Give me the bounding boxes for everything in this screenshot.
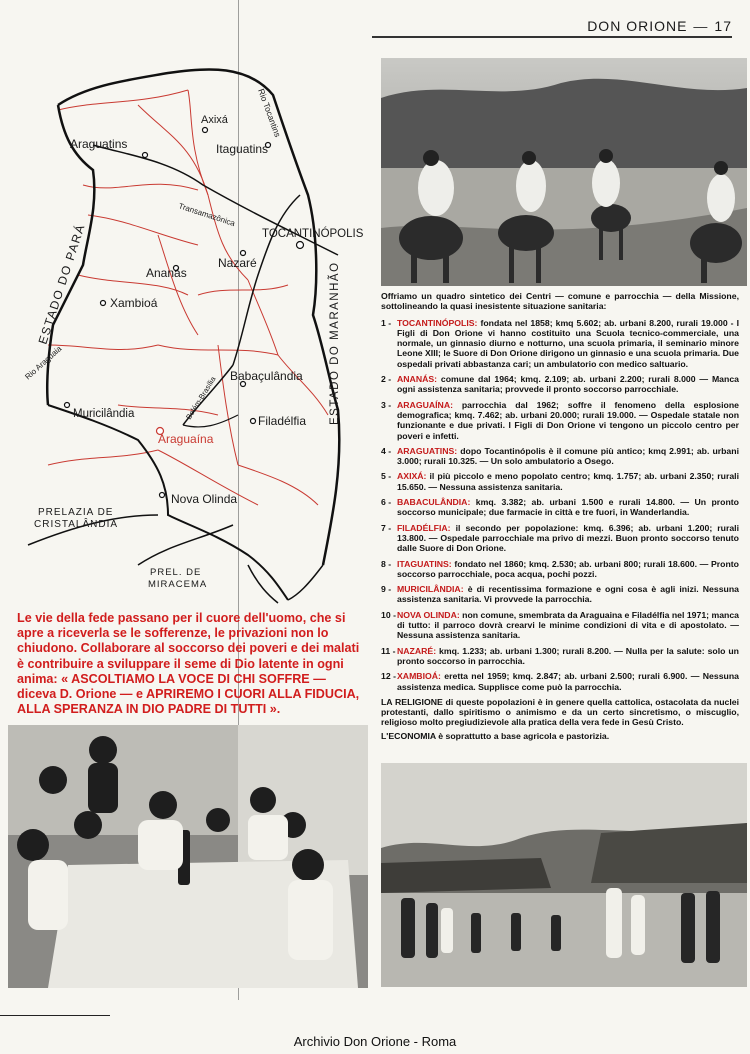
label-nazare: Nazaré <box>218 256 257 270</box>
center-entry <box>381 374 739 395</box>
entry-text <box>397 523 739 554</box>
entry-number: 5 - <box>381 471 392 482</box>
page-number: 17 <box>714 18 732 34</box>
entry-center-name: NOVA OLINDA: <box>397 609 460 620</box>
label-nova-olinda: Nova Olinda <box>171 492 238 506</box>
entry-center-name: ITAGUATINS: <box>397 558 452 569</box>
entry-number: 10 - <box>381 609 396 620</box>
label-transamazonica: Transamazônica <box>177 201 237 229</box>
center-entry <box>381 610 739 641</box>
entry-description: dopo Tocantinópolis è il comune più antico; kmq 2.991; ab. urbani 3.000; rurali 10.325. — Un solo ambulatorio a Osego. <box>397 445 739 467</box>
economy-paragraph <box>381 731 739 741</box>
centers-list <box>381 318 739 692</box>
center-entry <box>381 671 739 692</box>
entry-center-name: BABACULÂNDIA: <box>397 497 471 508</box>
entry-number: 4 - <box>381 445 392 456</box>
label-muricilandia: Muricilândia <box>73 408 135 420</box>
town-marker-tocantinopolis <box>297 242 304 249</box>
center-entry <box>381 446 739 467</box>
page-header <box>372 18 732 38</box>
town-marker-muricilandia <box>65 403 70 408</box>
label-rio-araguaia: Rio Araguaia <box>23 344 64 382</box>
religion-lead: LA RELIGIONE <box>381 696 443 707</box>
footer-rule <box>0 1015 110 1016</box>
entry-description: comune dal 1964; kmq. 2.109; ab. urbani 2.200; rurali 8.000 — Manca ogni assistenza sanitaria; provvede il pronto soccorso parrocchiale. <box>397 374 739 395</box>
town-marker-filadelfia <box>251 419 256 424</box>
photo-village-gathering <box>381 763 747 987</box>
entry-description: fondata nel 1858; kmq 5.602; ab. urbani 8.200, rurali 19.000 - I Figli di Don Orione vi hanno costituito una Scuola tecnico-commerciale, una normale, un ginnasio diurno e notturno, una scuola primaria, il seminario minore Leone XIII; le Suore di Don Orione dirigono un ginnasio e una scuola primaria. Due ospedali privati abbastanza cari; un ambulatorio con medico saltuario. <box>397 317 739 369</box>
entry-description: il secondo per popolazione: kmq. 6.396; ab. urbani 1.200; rurali 13.800. — Ospedale parrocchiale ma privo di mezzi. Buon pronto soccorso tenuto dalle Suore di Don Orione. <box>397 522 739 554</box>
label-estado-para: ESTADO DO PARÁ <box>35 221 88 346</box>
label-prel-line2: MIRACEMA <box>148 579 208 590</box>
entry-description: non comune, smembrata da Araguaina e Filadélfia nel 1971; manca di tutto: il parroco dovrà crearvi le minime condizioni di vita e di apostolato. — Nessuna assistenza sanitaria. <box>397 609 739 641</box>
label-belem-brasilia: Belém-Brasília <box>184 374 218 422</box>
entry-text <box>397 374 739 395</box>
entry-description: fondato nel 1860; kmq. 2.530; ab. urbani 800; rurali 18.600. — Pronto soccorso parrocchiale, poca acqua, pochi pozzi. <box>397 558 739 579</box>
entry-description: kmq. 1.233; ab. urbani 1.300; rurali 8.200. — Nulla per la salute: solo un pronto soccorso in parrocchia. <box>397 645 739 666</box>
entry-center-name: FILADÉLFIA: <box>397 522 451 533</box>
town-marker-araguatins <box>143 153 148 158</box>
entry-description: parrocchia dal 1962; soffre il fenomeno della esplosione demografica; kmq. 7.462; ab. urbani 20.000; rurali 19.000. — Ospedale statale non funzionante e due privati. I Figli di Don Orione vi tengono un piccolo centro per poveri e infetti. <box>397 399 739 441</box>
photo-nuns-on-horseback <box>381 58 747 286</box>
entry-description: è di recentissima formazione e ogni cosa è agli inizi. Nessuna assistenza sanitaria. Vi provvede la parrocchia. <box>397 584 739 605</box>
entry-text <box>397 471 739 492</box>
red-caption: Le vie della fede passano per il cuore dell'uomo, che si apre a riceverla se le sofferenze, le privazioni non lo chiudono. Collaborare al soccorso dei poveri e dei malati è contribuire a sviluppare il seme di Dio latente in ogni anima: « ASCOLTIAMO LA VOCE DI CHI SOFFRE — diceva D. Orione — e APRIREMO I CUORI ALLA FIDUCIA, ALLA SPERANZA IN DIO PADRE DI TUTTI ». <box>17 611 360 717</box>
entry-number: 3 - <box>381 399 392 410</box>
entry-description: eretta nel 1959; kmq. 2.847; ab. urbani 2.500; rurali 6.900. — Nessuna assistenza medica. Supplisce come può la parrocchia. <box>397 671 739 692</box>
label-tocantinopolis: TOCANTINÓPOLIS <box>262 228 364 240</box>
entry-center-name: ARAGUATINS: <box>397 445 458 456</box>
entry-text <box>397 446 739 467</box>
entry-center-name: ANANÁS: <box>397 374 438 385</box>
entry-text <box>397 671 739 692</box>
label-ananas: Ananás <box>146 266 187 280</box>
entry-number: 9 - <box>381 584 392 595</box>
label-babaculandia: Babaçulândia <box>230 369 303 383</box>
center-entry <box>381 523 739 554</box>
entry-number: 6 - <box>381 497 392 508</box>
entry-number: 11 - <box>381 645 396 656</box>
entry-center-name: XAMBIOÁ: <box>397 671 441 682</box>
entry-text <box>397 559 739 580</box>
label-itaguatins: Itaguatins <box>216 142 269 156</box>
town-marker-nova-olinda <box>160 493 165 498</box>
header-title: DON ORIONE <box>587 18 688 34</box>
label-axixa: Axixá <box>201 114 228 126</box>
town-marker-axixa <box>203 128 208 133</box>
label-prelazia-line1: PRELAZIA DE <box>38 507 114 518</box>
entry-description: il più piccolo e meno popolato centro; kmq. 1.757; ab. urbani 2.350; rurali 15.650. — Nessuna assistenza sanitaria. <box>397 471 739 492</box>
center-entry <box>381 400 739 441</box>
label-xambioa: Xambioá <box>110 296 158 310</box>
entry-text <box>397 610 739 641</box>
town-marker-xambioa <box>101 301 106 306</box>
label-araguatins: Araguatins <box>70 137 128 151</box>
entry-center-name: AXIXÁ: <box>397 471 427 482</box>
label-prel-line1: PREL. DE <box>150 567 202 578</box>
entry-text <box>397 584 739 605</box>
entry-center-name: TOCANTINÓPOLIS: <box>397 317 478 328</box>
entry-number: 2 - <box>381 374 392 385</box>
label-araguaina: Araguaína <box>158 432 214 446</box>
entry-text <box>397 318 739 369</box>
intro-paragraph: Offriamo un quadro sintetico dei Centri — comune e parrocchia — della Missione, sottolineando la quasi inesistente situazione sanitaria: <box>381 291 739 312</box>
archive-footer: Archivio Don Orione - Roma <box>293 1034 457 1049</box>
entry-description: kmq. 3.382; ab. urbani 1.500 e rurali 14.800. — Un pronto soccorso municipale; due farmacie in città e tre fuori, in Wanderlandia. <box>397 497 739 518</box>
entry-number: 8 - <box>381 558 392 569</box>
religion-paragraph <box>381 697 739 728</box>
entry-center-name: MURICILÂNDIA: <box>397 584 464 595</box>
mission-centers-text <box>381 291 739 744</box>
entry-number: 1 - <box>381 317 392 328</box>
label-estado-maranhao: ESTADO DO MARANHÃO <box>329 261 341 425</box>
entry-text <box>397 497 739 518</box>
header-separator: — <box>693 18 709 34</box>
entry-text <box>397 400 739 441</box>
center-entry <box>381 559 739 580</box>
economy-lead: L'ECONOMIA <box>381 730 436 741</box>
label-rio-tocantins: Rio Tocantins <box>256 87 283 139</box>
religion-text: di queste popolazioni è in genere quella cattolica, ostacolata da nuclei protestanti, dallo spiritismo o animismo e da un certo sincretismo, o miscuglio, religioso molto pregiudizievole alla pratica della vera fede in Gesù Cristo. <box>381 696 739 728</box>
entry-center-name: NAZARÉ: <box>397 645 437 656</box>
mission-map <box>18 45 368 605</box>
center-entry <box>381 471 739 492</box>
label-prelazia-line2: CRISTALÂNDIA <box>34 519 119 530</box>
entry-text <box>397 646 739 667</box>
entry-number: 12 - <box>381 671 396 682</box>
center-entry <box>381 318 739 369</box>
center-entry <box>381 584 739 605</box>
town-marker-nazare <box>241 251 246 256</box>
label-filadelfia: Filadélfia <box>258 414 307 428</box>
center-entry <box>381 497 739 518</box>
entry-number: 7 - <box>381 522 392 533</box>
economy-text: è soprattutto a base agricola e pastorizia. <box>435 730 610 741</box>
entry-center-name: ARAGUAÍNA: <box>397 399 453 410</box>
center-entry <box>381 646 739 667</box>
photo-children-at-table <box>8 725 368 988</box>
